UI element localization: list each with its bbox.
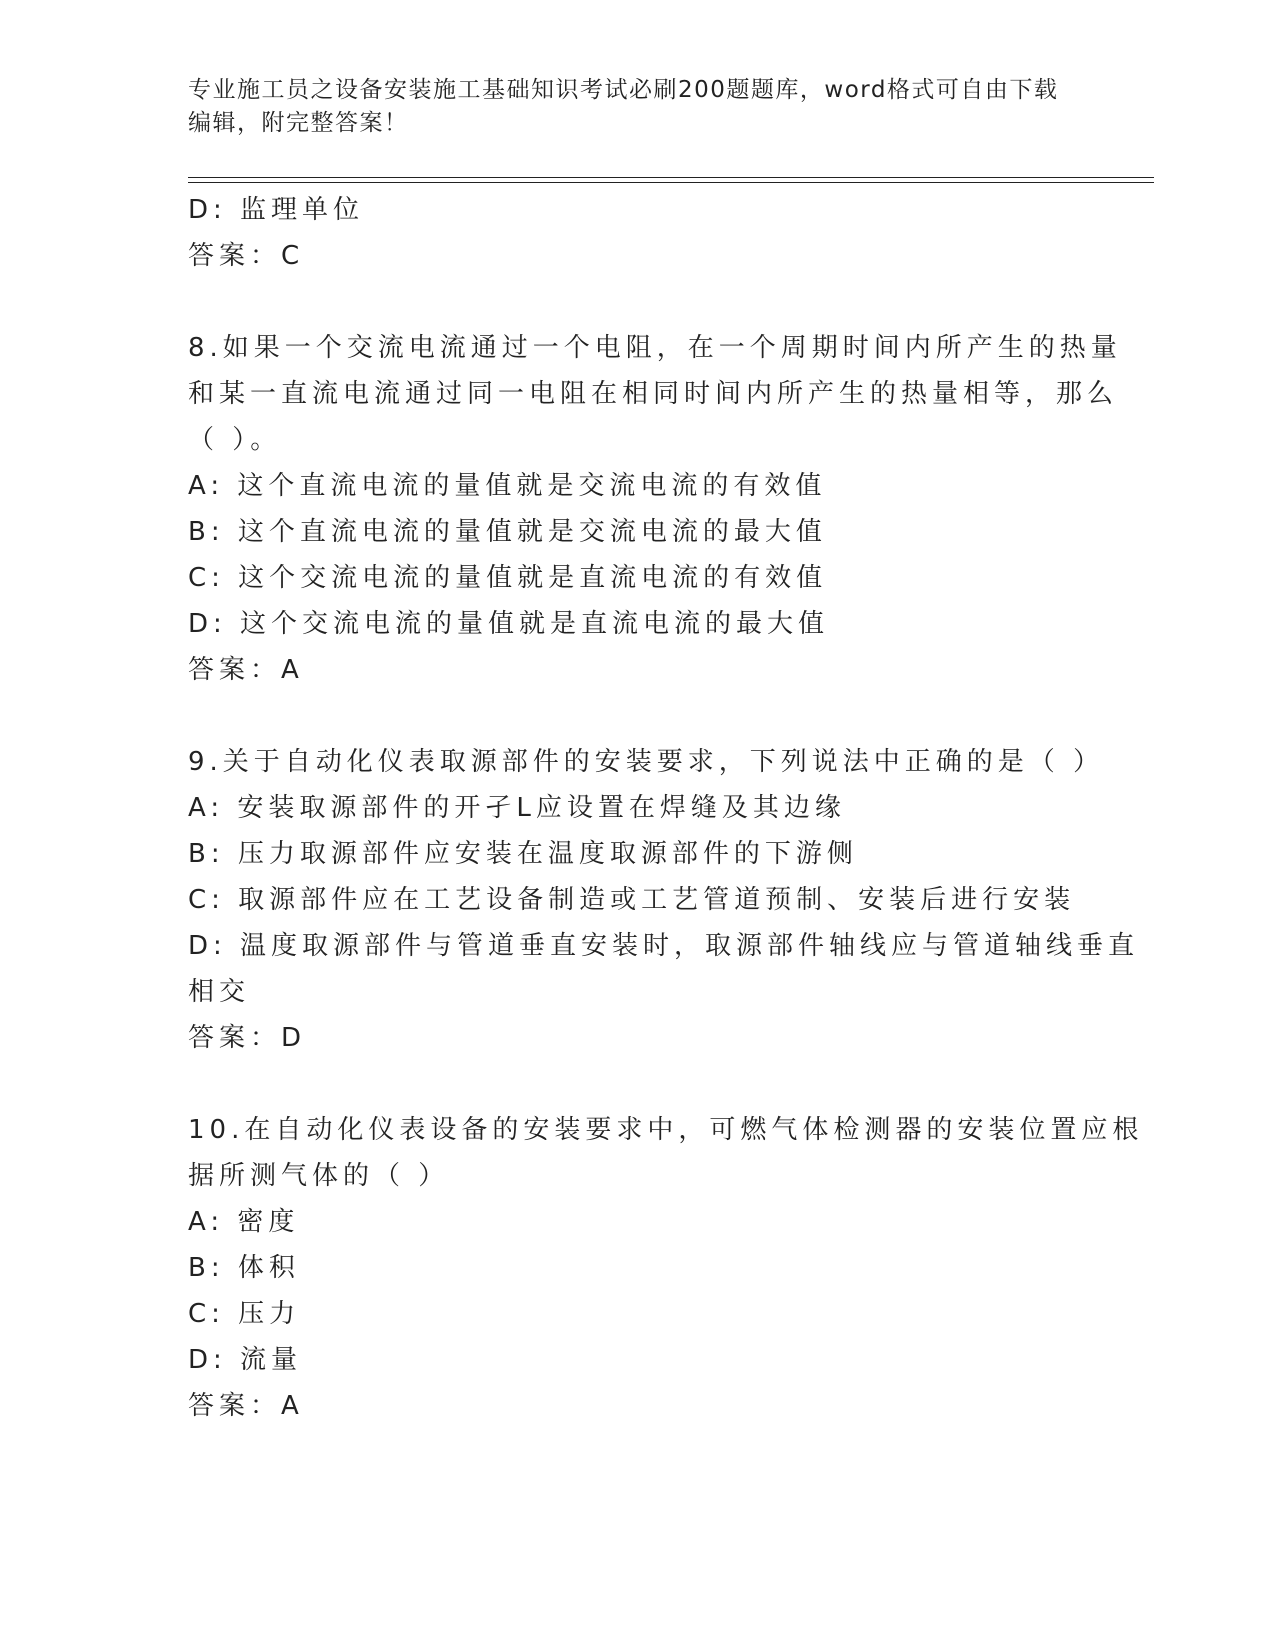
q9-answer: 答案：D	[188, 1023, 307, 1053]
question-9	[188, 739, 1140, 1061]
q10-answer: 答案：A	[188, 1391, 304, 1421]
q10-option-c: C: 压力	[188, 1299, 301, 1329]
header-title-line-1: 专业施工员之设备安装施工基础知识考试必刷200题题库，word格式可自由下载	[188, 77, 1059, 103]
q8-option-c: C: 这个交流电流的量值就是直流电流的有效值	[188, 563, 828, 593]
question-8	[188, 325, 1122, 693]
q10-option-d: D: 流量	[188, 1345, 303, 1375]
q10-stem-line-1: 10.在自动化仪表设备的安装要求中，可燃气体检测器的安装位置应根	[188, 1115, 1144, 1145]
q8-option-b: B: 这个直流电流的量值就是交流电流的最大值	[188, 517, 827, 547]
question-10	[188, 1107, 1144, 1429]
q9-stem-line-1: 9.关于自动化仪表取源部件的安装要求，下列说法中正确的是（ ）	[188, 747, 1105, 777]
q8-stem-line-3: （ ）。	[188, 425, 282, 455]
spacer	[188, 1061, 1088, 1107]
q9-option-a: A: 安装取源部件的开孑L应设置在焊缝及其边缘	[188, 793, 846, 823]
q9-option-c: C: 取源部件应在工艺设备制造或工艺管道预制、安装后进行安装	[188, 885, 1076, 915]
q9-option-b: B: 压力取源部件应安装在温度取源部件的下游侧	[188, 839, 858, 869]
header-title-line-2: 编辑，附完整答案！	[188, 110, 409, 136]
q9-option-d: D: 温度取源部件与管道垂直安装时，取源部件轴线应与管道轴线垂直	[188, 931, 1140, 961]
q7-answer: 答案：C	[188, 241, 305, 271]
q10-option-a: A: 密度	[188, 1207, 300, 1237]
q8-option-d: D: 这个交流电流的量值就是直流电流的最大值	[188, 609, 830, 639]
spacer	[188, 279, 1088, 325]
header-divider-bottom	[188, 182, 1154, 183]
q10-option-b: B: 体积	[188, 1253, 300, 1283]
q7-option-d: D: 监理单位	[188, 195, 365, 225]
q8-option-a: A: 这个直流电流的量值就是交流电流的有效值	[188, 471, 827, 501]
q10-stem-line-2: 据所测气体的（ ）	[188, 1161, 450, 1191]
document-header	[188, 74, 1068, 140]
q8-answer: 答案：A	[188, 655, 304, 685]
q9-option-d-continuation: 相交	[188, 977, 251, 1007]
question-content	[188, 187, 1144, 1429]
q8-stem-line-1: 8.如果一个交流电流通过一个电阻，在一个周期时间内所产生的热量	[188, 333, 1122, 363]
q8-stem-line-2: 和某一直流电流通过同一电阻在相同时间内所产生的热量相等，那么	[188, 379, 1119, 409]
header-divider-top	[188, 177, 1154, 178]
spacer	[188, 693, 1088, 739]
